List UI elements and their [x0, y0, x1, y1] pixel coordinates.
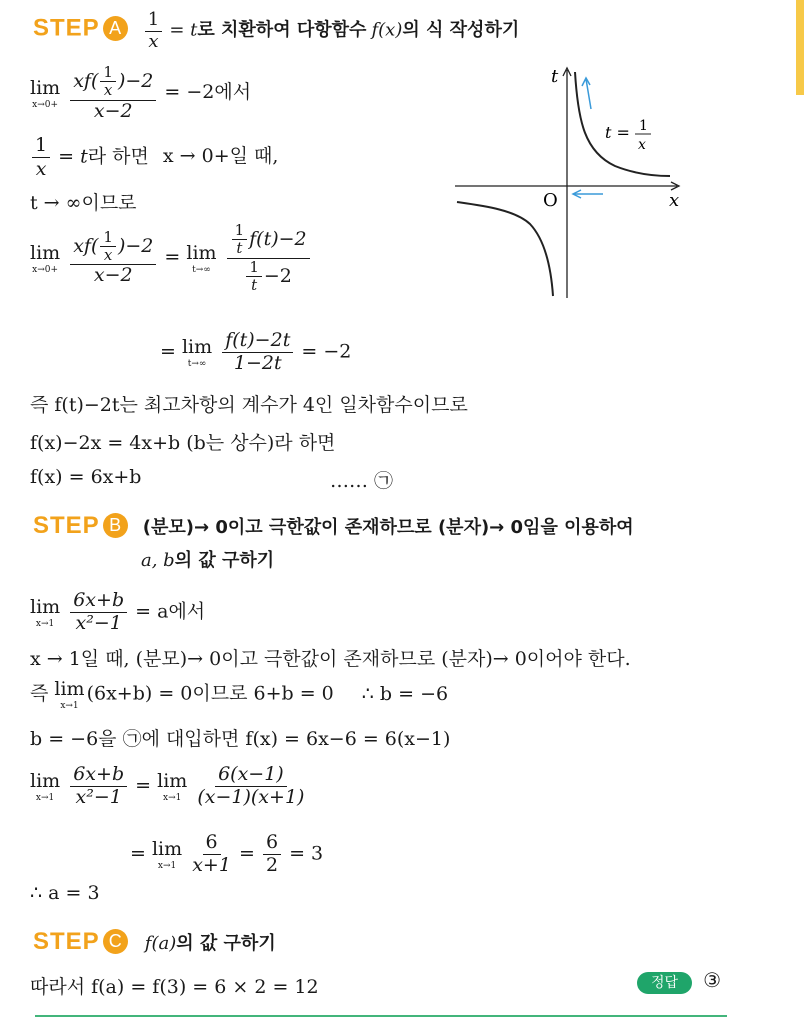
- step-a-header: STEP A $\frac{1}{x}$ = t로 치환하여 다항함수 f(x)의 식 작성하기: [33, 9, 520, 52]
- zero-line: 즉 lim x→1 (6x+b) = 0이므로 6+b = 0 ∴ b = −6: [30, 678, 449, 711]
- curve-negative-branch: [457, 202, 553, 296]
- answer-area: [637, 968, 721, 992]
- step-b-label: STEP: [33, 512, 100, 539]
- substitution-result: b = −6을 ㉠에 대입하면 f(x) = 6x−6 = 6(x−1): [30, 728, 451, 750]
- step-b-badge: B: [103, 513, 128, 538]
- limit-equation-4: lim x→1 $\frac{6x+b}{\text{x²−1}}$ = a에서: [30, 589, 206, 634]
- limit-equation-6: = lim x→1 $\frac{6}{x+1}$ = $\frac{6}{2}$ = 3: [130, 831, 324, 876]
- condition-line: x → 1일 때, (분모)→ 0이고 극한값이 존재하므로 (분자)→ 0이어야 한다.: [30, 648, 631, 670]
- step-a-title-tail: 의 식 작성하기: [402, 19, 520, 41]
- step-c-header: STEP C f(a)의 값 구하기: [33, 928, 276, 955]
- page-edge-tab: [796, 0, 804, 95]
- fx-equation: f(x) = 6x+b: [30, 466, 142, 488]
- y-axis-label: t: [551, 66, 559, 87]
- step-c-label: STEP: [33, 928, 100, 955]
- eq-rhs: = −2에서: [164, 81, 252, 104]
- curve-label: t =: [605, 123, 630, 142]
- fx-line: f(x)−2x = 4x+b (b는 상수)라 하면: [30, 432, 336, 454]
- reference-mark: …… ㉠: [330, 470, 394, 492]
- final-line: 따라서 f(a) = f(3) = 6 × 2 = 12: [30, 976, 319, 998]
- x-axis-label: x: [669, 190, 680, 211]
- answer-choice: ③: [703, 968, 722, 992]
- substitution-line: $\frac{1}{x}$ = t라 하면 x → 0+일 때,: [30, 135, 278, 180]
- step-a-fraction: $\frac{1}{x}$: [145, 10, 162, 52]
- svg-text:1: 1: [639, 118, 648, 134]
- step-a-badge: A: [103, 16, 128, 41]
- limit-equation-5: lim x→1 $\frac{6x+b}{\text{x²−1}}$ = lim x→1 $\frac{6(x-1)}{(x-1)(x+1)}$: [30, 763, 305, 808]
- step-b-title: (분모)→ 0이고 극한값이 존재하므로 (분자)→ 0임을 이용하여: [142, 517, 634, 538]
- limit-equation-1: lim x→0+ xf( $\frac{1}{x}$ )−2 x−2 = −2에서: [30, 63, 252, 122]
- step-a-title: 로 치환하여 다항함수: [197, 19, 367, 41]
- svg-text:x: x: [638, 137, 646, 153]
- limit-equation-2: lim x→0+ xf( $\frac{1}{x}$ )−2 x−2 = lim t→∞ $\frac{1}{t}$ f(t)−2 $\frac{1}{t}$ −2: [30, 222, 312, 294]
- limit-equation-3: = lim t→∞ $\frac{f(t)-2t}{1-2t}$ = −2: [160, 329, 352, 374]
- step-a-label: STEP: [33, 14, 100, 42]
- coefficient-line: 즉 f(t)−2t는 최고차항의 계수가 4인 일차함수이므로: [30, 394, 468, 416]
- step-c-title: 의 값 구하기: [176, 933, 276, 954]
- t-infinity-line: t → ∞이므로: [30, 192, 137, 214]
- answer-badge: 정답: [637, 972, 692, 994]
- step-b-title-2: a, b의 값 구하기: [141, 550, 275, 571]
- step-b-header: [33, 512, 634, 540]
- bottom-divider: [35, 1015, 727, 1017]
- a-result: ∴ a = 3: [30, 882, 100, 904]
- origin-label: O: [543, 190, 558, 211]
- fraction: xf( $\frac{1}{x}$ )−2 x−2: [70, 64, 156, 122]
- reciprocal-graph: [455, 62, 690, 302]
- step-c-badge: C: [103, 929, 128, 954]
